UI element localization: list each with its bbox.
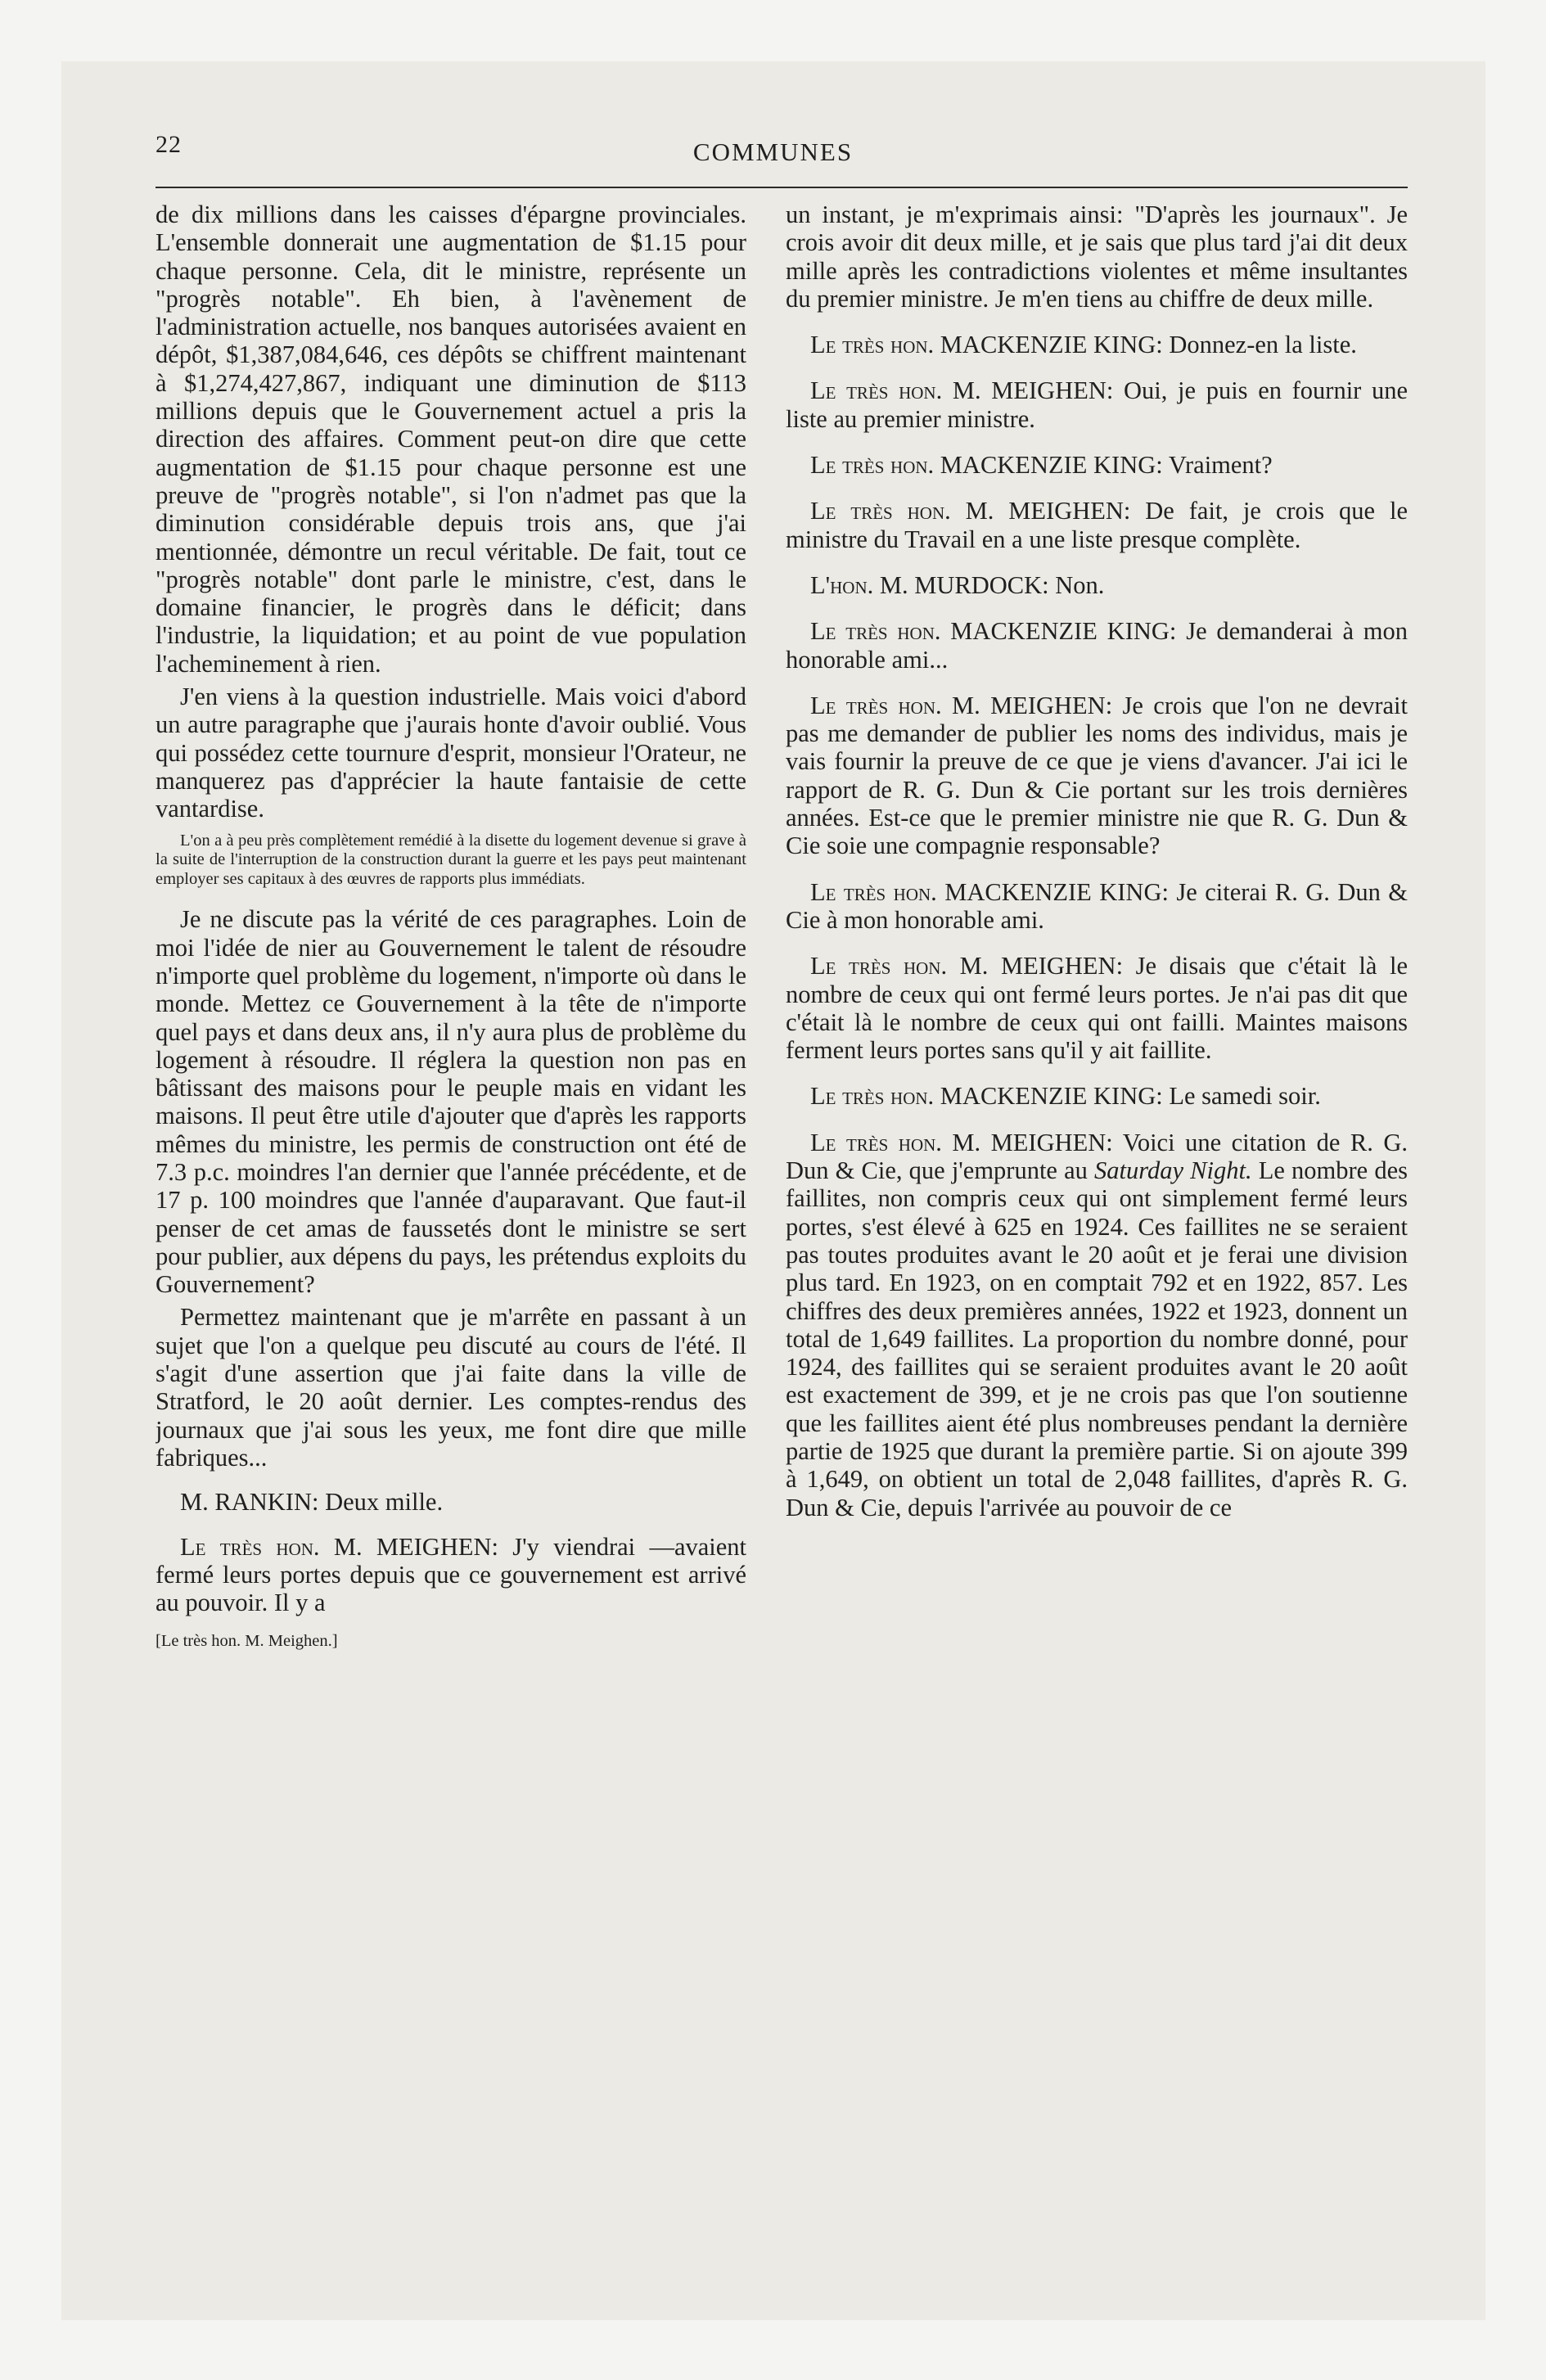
right-paragraph-7 [786,617,1408,674]
header-rule [156,187,1408,188]
left-column [156,201,746,2296]
speech-text: Voici une citation de R. G. Dun & Cie, que j'emprunte au [786,1128,1408,1185]
speech-text: Deux mille. [325,1488,444,1517]
left-paragraph-3: Je ne discute pas la vérité de ces paragraphes. Loin de moi l'idée de nier au Gouvernement le talent de résoudre n'importe quel problème du logement, n'importe où dans le monde. Mettez ce Gouvernement à la tête de n'importe quel pays et dans deux ans, il n'y aura plus de problème du logement à résoudre. Il réglera la question non pas en bâtissant des maisons pour le peuple mais en vidant les maisons. Il peut être utile d'ajouter que d'après les rapports mêmes du ministre, les permis de construction ont été de 7.3 p.c. moindres l'an dernier que l'année précédente, et de 17 p. 100 moindres que l'année d'auparavant. Que faut-il penser de cet amas de faussetés dont le ministre se sert pour publier, aux dépens du pays, les prétendus exploits du Gouvernement? [156,905,746,1299]
speech-text: Le samedi soir. [1169,1082,1321,1111]
page-number: 22 [156,131,182,158]
right-column [786,201,1408,2296]
left-paragraph-5 [156,1488,746,1516]
speech-text: Vraiment? [1168,451,1273,480]
right-paragraph-5 [786,497,1408,553]
left-paragraph-4: Permettez maintenant que je m'arrête en passant à un sujet que l'on a quelque peu discuté au cours de l'été. Il s'agit d'une assertion que j'ai faite dans la ville de Stratford, le 20 août dernier. Les comptes-rendus des journaux que j'ai sous les yeux, me font dire que mille fabriques... [156,1303,746,1472]
speech-text: Je citerai R. G. Dun & Cie à mon honorable ami. [786,877,1408,934]
left-paragraph-6 [156,1533,746,1617]
left-paragraph-1: de dix millions dans les caisses d'épargne provinciales. L'ensemble donnerait une augmentation de $1.15 pour chaque personne. Cela, dit le ministre, représente un "progrès notable". Eh bien, à l'avènement de l'administration actuelle, nos banques autorisées avaient en dépôt, $1,387,084,646, ces dépôts se chiffrent maintenant à $1,274,427,867, indiquant une diminution de $113 millions depuis que le Gouvernement actuel a pris la direction des affaires. Comment peut-on dire que cette augmentation de $1.15 pour chaque personne est une preuve de "progrès notable", si l'on n'admet pas que la diminution considérable depuis trois ans, que j'ai mentionnée, démontre un recul véritable. De fait, tout ce "progrès notable" dont parle le ministre, c'est, dans le domaine financier, le progrès dans le déficit; dans l'industrie, la liquidation; et au point de vue population l'acheminement à rien. [156,201,746,678]
speaker-name: Le très hon. M. MEIGHEN: [810,691,1113,719]
speech-text: Non. [1055,570,1105,599]
speaker-name: Le très hon. MACKENZIE KING: [810,451,1163,480]
right-paragraph-3 [786,376,1408,433]
right-paragraph-9 [786,878,1408,935]
speaker-name: Le très hon. M. MEIGHEN: [810,1128,1113,1156]
footer-speaker-note: [Le très hon. M. Meighen.] [156,1632,338,1651]
speech-text: Donnez-en la liste. [1169,331,1357,359]
right-paragraph-2 [786,331,1408,358]
speaker-name: L'hon. M. MURDOCK: [810,570,1049,599]
speech-text: Oui, je puis en fournir une liste au premier ministre. [786,376,1408,433]
speech-text: Je demanderai à mon honorable ami... [786,617,1408,674]
speech-text: J'y viendrai —avaient fermé leurs portes depuis que ce gouvernement est arrivé au pouvoir. Il y a [156,1532,746,1617]
right-paragraph-1: un instant, je m'exprimais ainsi: "D'après les journaux". Je crois avoir dit deux mille, et je sais que plus tard j'ai dit deux mille après les contradictions violentes et même insultantes du premier ministre. Je m'en tiens au chiffre de deux mille. [786,201,1408,313]
speaker-name: M. RANKIN: [180,1488,319,1517]
quoted-passage: L'on a à peu près complètement remédié à la disette du logement devenue si grave à la suite de l'interruption de la construction durant la guerre et les pays peut maintenant employer ses capitaux à des œuvres de rapports plus immédiats. [156,831,746,888]
speech-text: De fait, je crois que le ministre du Travail en a une liste presque complète. [786,497,1408,553]
right-paragraph-8 [786,692,1408,860]
speaker-name: Le très hon. MACKENZIE KING: [810,1082,1163,1111]
right-paragraph-4 [786,451,1408,479]
right-paragraph-10 [786,952,1408,1064]
speaker-name: Le très hon. MACKENZIE KING: [810,617,1177,646]
speaker-name: Le très hon. M. MEIGHEN: [180,1532,498,1561]
speech-text: Je crois que l'on ne devrait pas me demander de publier les noms des individus, mais je vais fournir la preuve de ce que je viens d'avancer. J'ai ici le rapport de R. G. Dun & Cie portant sur les trois dernières années. Est-ce que le premier ministre nie que R. G. Dun & Cie soie une compagnie responsable? [786,691,1408,860]
speaker-name: Le très hon. MACKENZIE KING: [810,331,1163,359]
left-paragraph-2: J'en viens à la question industrielle. Mais voici d'abord un autre paragraphe que j'aurais honte d'avoir oublié. Vous qui possédez cette tournure d'esprit, monsieur l'Orateur, ne manquerez pas d'apprécier la haute fantaisie de cette vantardise. [156,683,746,823]
right-paragraph-11 [786,1082,1408,1110]
speaker-name: Le très hon. M. MEIGHEN: [810,376,1114,405]
speaker-name: Le très hon. M. MEIGHEN: [810,497,1131,525]
magazine-title: Saturday Night. [1094,1156,1252,1185]
running-head-title: COMMUNES [692,137,854,166]
speaker-name: Le très hon. M. MEIGHEN: [810,952,1124,980]
speaker-name: Le très hon. MACKENZIE KING: [810,877,1169,906]
speech-text: Le nombre des faillites, non compris ceux qui ont simplement fermé leurs portes, s'est élevé à 625 en 1924. Ces faillites ne se seraient pas toutes produites avant le 20 août et je ferai une division plus tard. En 1923, on en comptait 792 et en 1922, 857. Les chiffres des deux premières années, 1922 et 1923, donnent un total de 1,649 faillites. La proportion du nombre donné, pour 1924, des faillites qui se seraient produites avant le 20 août est exactement de 399, et je ne crois pas que l'on soutienne que les faillites aient été plus nombreuses pendant la dernière partie de 1925 que durant la première partie. Si on ajoute 399 à 1,649, on obtient un total de 2,048 faillites, d'après R. G. Dun & Cie, depuis l'arrivée au pouvoir de ce [786,1156,1408,1521]
right-paragraph-12 [786,1129,1408,1521]
speech-text: Je disais que c'était là le nombre de ceux qui ont fermé leurs portes. Je n'ai pas dit que c'était là le nombre de ceux qui ont failli. Maintes maisons ferment leurs portes sans qu'il y ait faillite. [786,952,1408,1065]
right-paragraph-6 [786,571,1408,599]
